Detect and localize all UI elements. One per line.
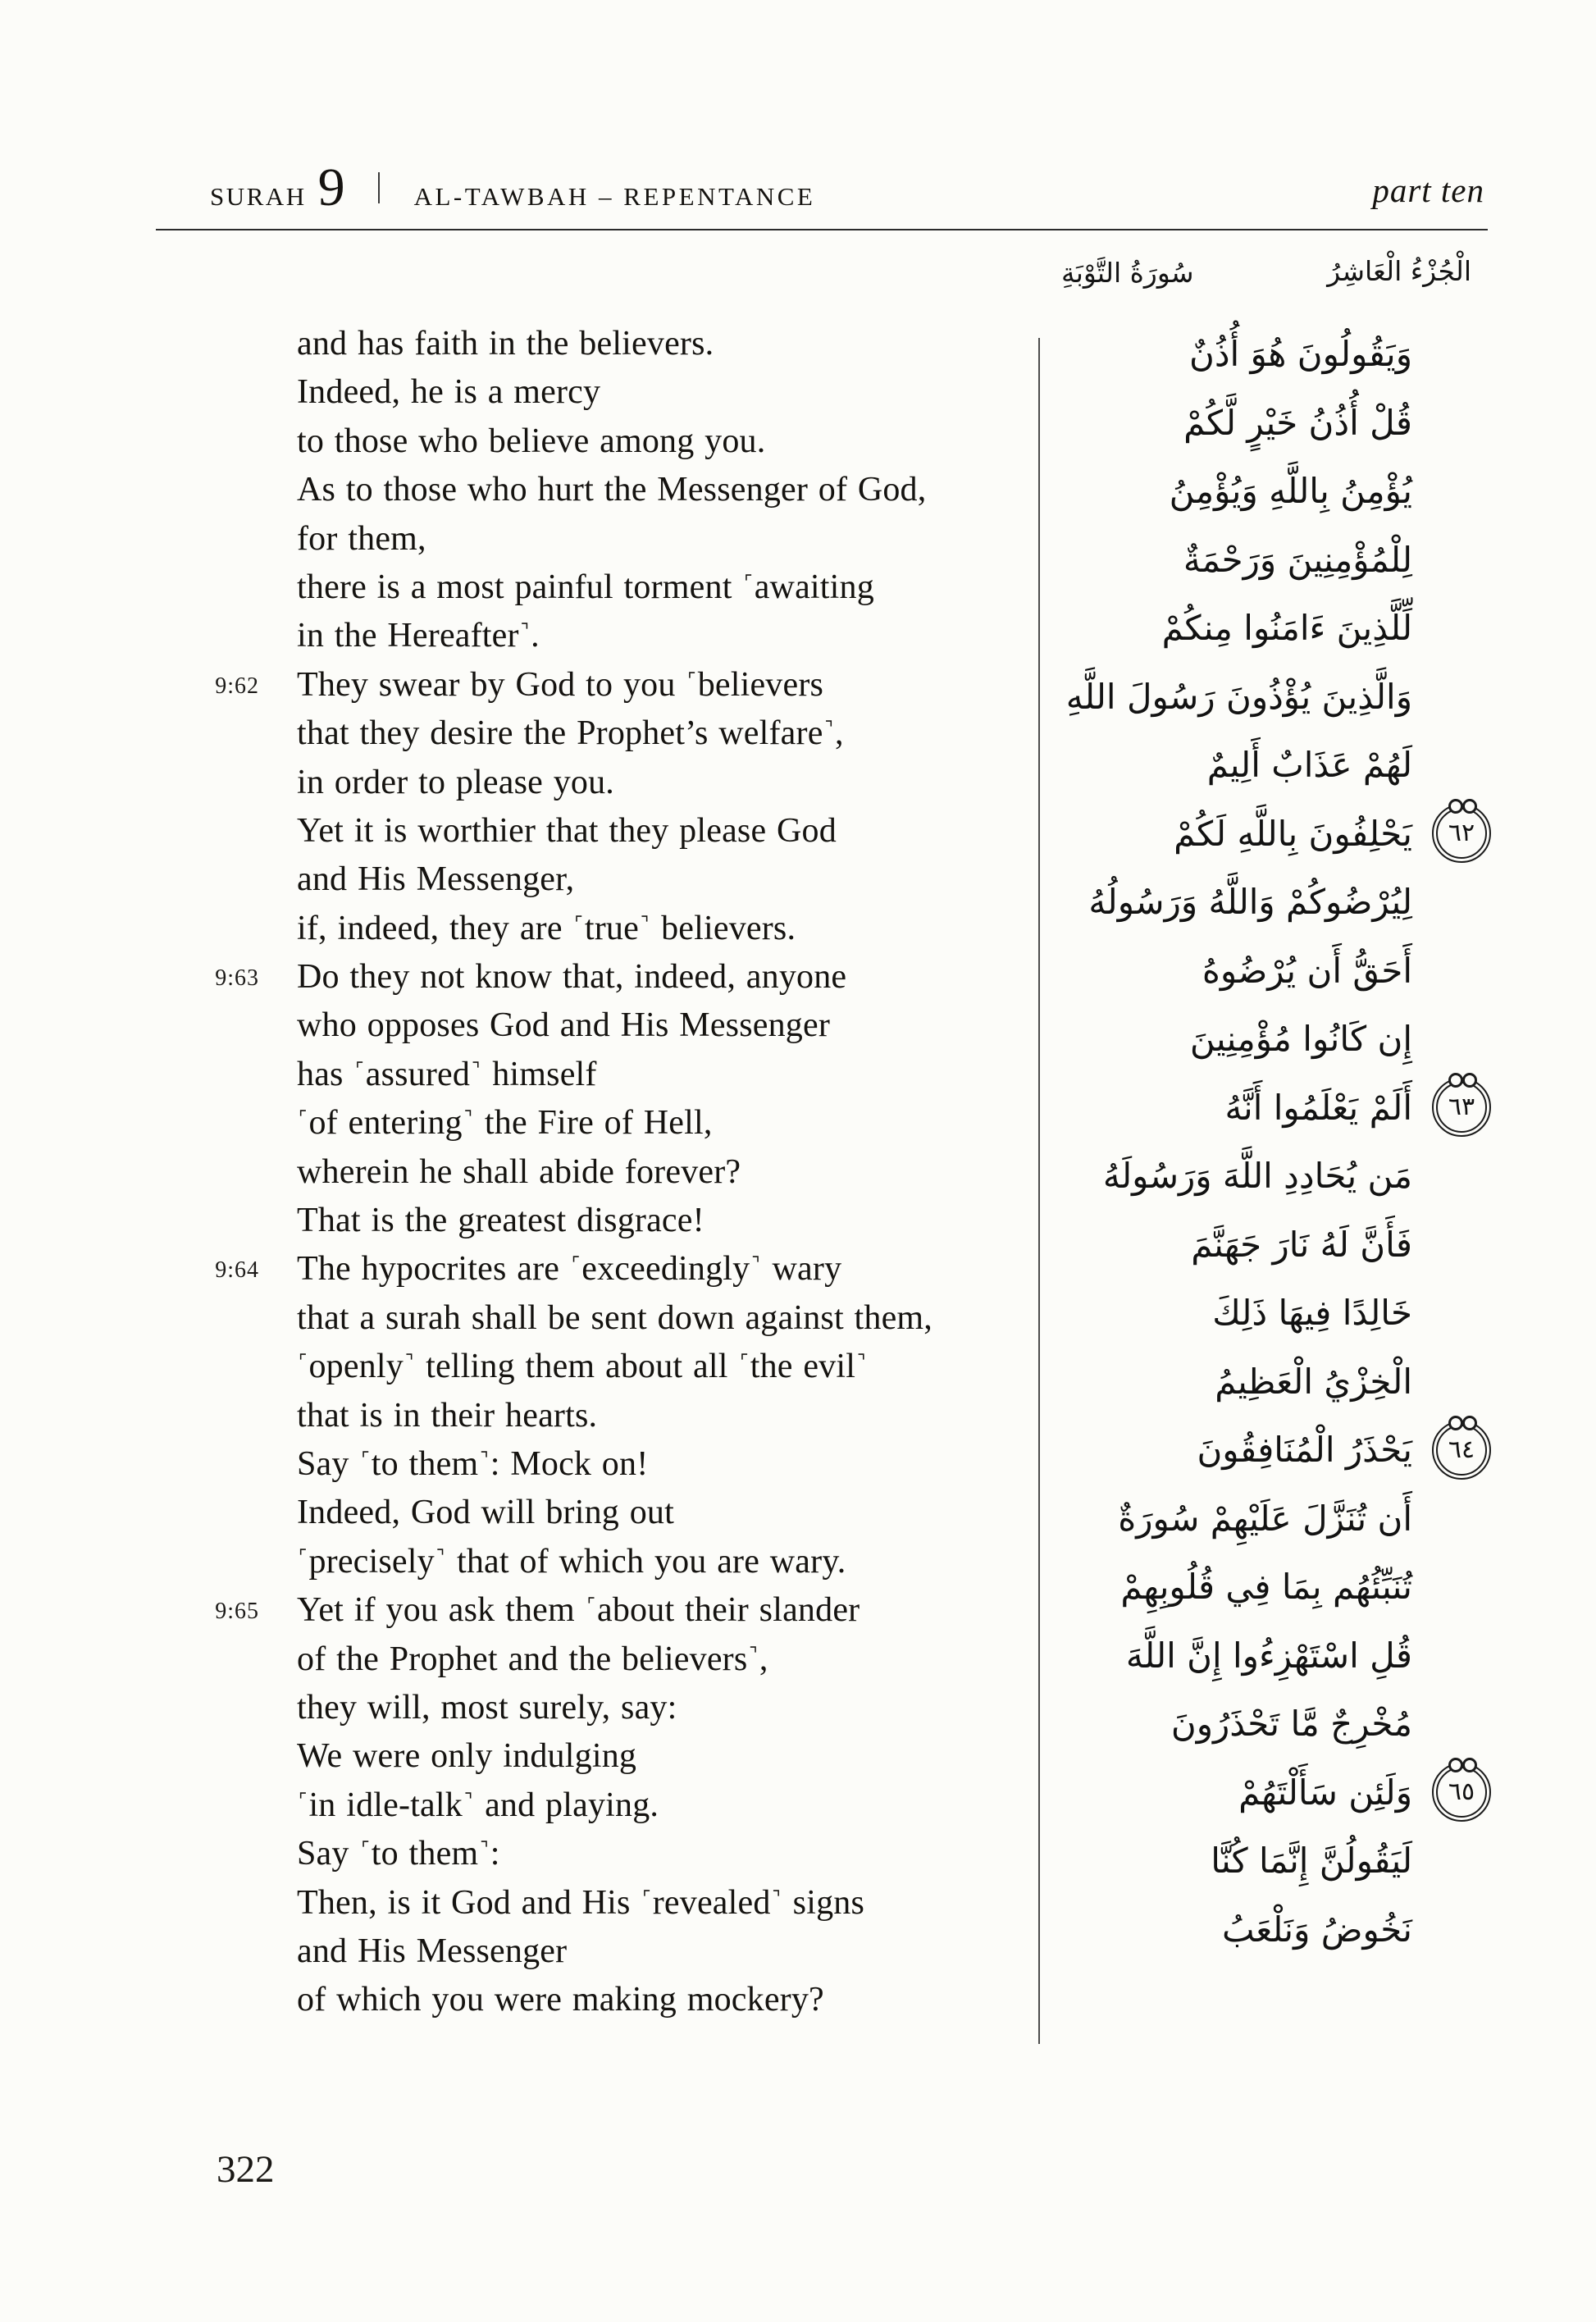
translation-text: We were only indulging [297, 1737, 637, 1776]
juz-label-arabic-calligraphy: الْجُزْءُ الْعَاشِرُ [1327, 255, 1471, 287]
translation-line [297, 368, 1019, 417]
translation-line [297, 1051, 1019, 1099]
translation-text: and His Messenger [297, 1932, 568, 1970]
arabic-line [986, 1759, 1475, 1827]
translation-text: wherein he shall abide forever? [297, 1152, 741, 1191]
translation-text: of the Prophet and the believers⌝, [297, 1640, 768, 1678]
translation-text: Yet it is worthier that they please God [297, 811, 837, 850]
arabic-text: نَخُوضُ وَنَلْعَبُ [1221, 1909, 1412, 1950]
verse-reference: 9:64 [215, 1257, 259, 1284]
surah-name-arabic-calligraphy: سُورَةُ التَّوْبَةِ [1061, 257, 1194, 289]
header-divider-bar [378, 172, 380, 203]
translation-text: Indeed, he is a mercy [297, 373, 601, 412]
translation-line [215, 953, 1019, 1001]
surah-label: SURAH [210, 182, 307, 211]
arabic-text: إِن كَانُوا مُؤْمِنِينَ [1189, 1019, 1412, 1059]
arabic-line [986, 937, 1412, 1006]
arabic-text: أَلَمْ يَعْلَمُوا أَنَّهُ [1224, 1087, 1412, 1128]
translation-line [297, 1099, 1019, 1147]
arabic-line [986, 1279, 1412, 1348]
translation-text: The hypocrites are ⌜exceedingly⌝ wary [297, 1250, 842, 1289]
arabic-line [986, 1622, 1412, 1690]
translation-line [297, 1148, 1019, 1197]
surah-number: 9 [317, 157, 345, 217]
verse-end-medallion: ٦٥ [1432, 1763, 1491, 1822]
arabic-text: تُنَبِّئُهُم بِمَا فِي قُلُوبِهِمْ [1120, 1567, 1412, 1607]
translation-line [297, 1635, 1019, 1684]
arabic-line [986, 663, 1412, 732]
arabic-line [986, 1005, 1412, 1074]
translation-text: As to those who hurt the Messenger of God, [297, 471, 927, 509]
translation-line [297, 1392, 1019, 1440]
translation-line [215, 1245, 1019, 1293]
arabic-text: يُؤْمِنُ بِاللَّهِ وَيُؤْمِنُ [1169, 471, 1412, 511]
translation-line [215, 661, 1019, 709]
translation-line [297, 1294, 1019, 1343]
translation-text: who opposes God and His Messenger [297, 1006, 831, 1045]
header-surah-title [210, 157, 816, 217]
translation-text: they will, most surely, say: [297, 1688, 677, 1727]
translation-line [297, 1343, 1019, 1391]
arabic-text: لِّلَّذِينَ ءَامَنُوا مِنكُمْ [1161, 608, 1412, 648]
arabic-line [986, 320, 1412, 389]
arabic-line [986, 1416, 1475, 1485]
translation-line [297, 1781, 1019, 1830]
translation-text: in the Hereafter⌝. [297, 617, 540, 655]
translation-line [297, 807, 1019, 855]
arabic-line [986, 868, 1412, 937]
translation-text: Say ⌜to them⌝: [297, 1835, 500, 1873]
arabic-text: وَالَّذِينَ يُؤْذُونَ رَسُولَ اللَّهِ [1065, 676, 1412, 717]
translation-line [297, 1830, 1019, 1878]
arabic-line [986, 800, 1475, 869]
arabic-line [986, 457, 1412, 526]
translation-text: Say ⌜to them⌝: Mock on! [297, 1444, 649, 1483]
translation-text: to those who believe among you. [297, 422, 766, 460]
arabic-line [986, 594, 1412, 663]
arabic-text: قُلْ أُذُنُ خَيْرٍ لَّكُمْ [1183, 402, 1412, 443]
translation-line [297, 1976, 1019, 2024]
translation-text: Indeed, God will bring out [297, 1494, 674, 1532]
translation-text: has ⌜assured⌝ himself [297, 1055, 597, 1093]
arabic-text: وَيَقُولُونَ هُوَ أُذُنٌ [1188, 334, 1412, 374]
translation-line [297, 1538, 1019, 1586]
translation-text: that they desire the Prophet’s welfare⌝, [297, 714, 844, 753]
arabic-text: مُخْرِجٌ مَّا تَحْذَرُونَ [1170, 1704, 1412, 1744]
arabic-line [986, 1348, 1412, 1416]
arabic-line [986, 1895, 1412, 1964]
translation-line [297, 320, 1019, 368]
translation-line [297, 905, 1019, 953]
translation-text: ⌜in idle-talk⌝ and playing. [299, 1786, 659, 1824]
header-rule [156, 229, 1488, 230]
translation-line [297, 1440, 1019, 1489]
translation-line [297, 1684, 1019, 1732]
translation-text: that a surah shall be sent down against them, [297, 1298, 933, 1337]
translation-line [297, 1001, 1019, 1050]
translation-text: Do they not know that, indeed, anyone [297, 958, 847, 997]
part-label: part ten [1372, 171, 1484, 209]
translation-line [215, 1586, 1019, 1635]
verse-end-medallion: ٦٣ [1432, 1078, 1491, 1137]
arabic-line [986, 1074, 1475, 1143]
arabic-text: وَلَئِن سَأَلْتَهُمْ [1238, 1772, 1412, 1813]
translation-column [215, 320, 1019, 2025]
translation-text: and His Messenger, [297, 860, 575, 899]
arabic-text: أَحَقُّ أَن يُرْضُوهُ [1202, 950, 1412, 991]
translation-text: there is a most painful torment ⌜awaiting [297, 568, 874, 606]
translation-text: ⌜openly⌝ telling them about all ⌜the evil⌝ [299, 1348, 866, 1386]
translation-text: ⌜precisely⌝ that of which you are wary. [299, 1542, 846, 1581]
translation-line [297, 1927, 1019, 1976]
translation-text: ⌜of entering⌝ the Fire of Hell, [299, 1104, 713, 1143]
arabic-text: قُلِ اسْتَهْزِءُوا إِنَّ اللَّهَ [1125, 1635, 1412, 1676]
arabic-text: فَأَنَّ لَهُ نَارَ جَهَنَّمَ [1191, 1224, 1412, 1265]
translation-text: for them, [297, 519, 426, 558]
translation-line [297, 417, 1019, 466]
arabic-text: الْخِزْيُ الْعَظِيمُ [1215, 1361, 1412, 1402]
translation-line [297, 466, 1019, 514]
arabic-line [986, 1553, 1412, 1622]
arabic-text: يَحْذَرُ الْمُنَافِقُونَ [1197, 1430, 1412, 1470]
arabic-text: لَيَقُولُنَّ إِنَّمَا كُنَّا [1211, 1841, 1412, 1881]
translation-line [297, 709, 1019, 758]
arabic-column [986, 320, 1475, 1964]
arabic-line [986, 1485, 1412, 1553]
arabic-line [986, 389, 1412, 458]
translation-text: that is in their hearts. [297, 1396, 598, 1435]
translation-line [297, 1879, 1019, 1927]
arabic-line [986, 1827, 1412, 1895]
arabic-text: لِلْمُؤْمِنِينَ وَرَحْمَةٌ [1183, 539, 1412, 580]
translation-text: That is the greatest disgrace! [297, 1202, 705, 1240]
arabic-line [986, 731, 1412, 800]
translation-text: They swear by God to you ⌜believers [297, 665, 824, 704]
arabic-line [986, 1690, 1412, 1759]
arabic-text: لِيُرْضُوكُمْ وَاللَّهُ وَرَسُولُهُ [1088, 882, 1412, 922]
arabic-text: أَن تُنَزَّلَ عَلَيْهِمْ سُورَةٌ [1118, 1498, 1412, 1539]
translation-text: if, indeed, they are ⌜true⌝ believers. [297, 909, 796, 947]
verse-end-medallion: ٦٢ [1432, 804, 1491, 863]
verse-reference: 9:65 [215, 1599, 259, 1625]
translation-text: Yet if you ask them ⌜about their slander [297, 1591, 860, 1630]
translation-line [297, 1732, 1019, 1781]
translation-line [297, 612, 1019, 660]
arabic-line [986, 1211, 1412, 1280]
translation-text: and has faith in the believers. [297, 325, 714, 363]
translation-line [297, 1197, 1019, 1245]
verse-reference: 9:63 [215, 965, 259, 992]
translation-line [297, 1489, 1019, 1537]
translation-line [297, 855, 1019, 904]
translation-line [297, 563, 1019, 612]
translation-text: of which you were making mockery? [297, 1981, 824, 2019]
translation-line [297, 515, 1019, 563]
arabic-text: لَهُمْ عَذَابٌ أَلِيمٌ [1206, 745, 1412, 785]
arabic-text: مَن يُحَادِدِ اللَّهَ وَرَسُولَهُ [1102, 1156, 1412, 1196]
verse-end-medallion: ٦٤ [1432, 1421, 1491, 1480]
translation-text: Then, is it God and His ⌜revealed⌝ signs [297, 1883, 865, 1922]
verse-reference: 9:62 [215, 673, 259, 699]
arabic-line [986, 1142, 1412, 1211]
translation-line [297, 759, 1019, 807]
page-number: 322 [217, 2148, 275, 2191]
arabic-text: خَالِدًا فِيهَا ذَلِكَ [1212, 1293, 1412, 1333]
arabic-line [986, 526, 1412, 595]
translation-text: in order to please you. [297, 763, 614, 801]
surah-name: AL-TAWBAH – REPENTANCE [413, 182, 816, 211]
arabic-text: يَحْلِفُونَ بِاللَّهِ لَكُمْ [1174, 813, 1412, 854]
